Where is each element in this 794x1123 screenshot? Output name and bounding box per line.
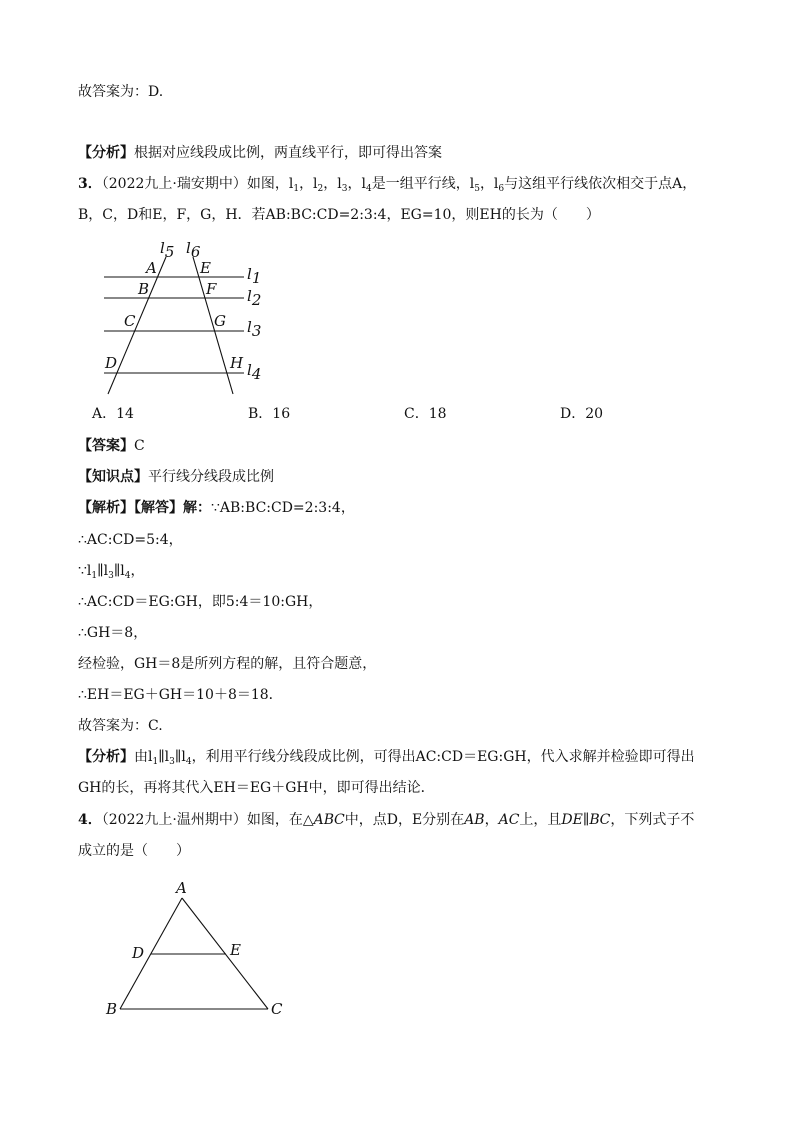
answer-value: C: [134, 438, 145, 454]
label-G: G: [214, 312, 226, 330]
q4-triangle-abc: △𝐴𝐵𝐶: [302, 812, 345, 828]
label-B: B: [138, 280, 150, 298]
previous-answer-line: 故答案为：D.: [78, 84, 164, 100]
label-A: A: [176, 879, 187, 897]
q3-step-5: ∴EH＝EG＋GH＝10＋8＝18．: [78, 687, 283, 703]
label-l2: l2: [247, 287, 262, 309]
q4-number: 4．: [78, 812, 102, 828]
label-A: A: [146, 259, 157, 277]
q3-step-6: 故答案为：C.: [78, 718, 163, 734]
q3-step-3: ∴GH＝8，: [78, 625, 148, 641]
q4-stem-line2: 成立的是（ ）: [78, 843, 190, 859]
label-E: E: [230, 941, 241, 959]
q3-stem-line1: [78, 174, 696, 194]
analysis-text: 根据对应线段成比例，两直线平行，即可得出答案: [134, 145, 442, 161]
q4-triangle-figure: [100, 874, 290, 1024]
label-B: B: [106, 1000, 118, 1018]
q3-stem-a: 如图，: [246, 176, 289, 192]
label-E: E: [200, 259, 211, 277]
previous-analysis-line: [78, 143, 442, 163]
q3-stem-b: 是一组平行线，: [371, 176, 470, 192]
q3-stem-c: 与这组平行线依次相交于点A，: [504, 176, 697, 192]
q4-source: （2022九上·温州期中）: [101, 812, 247, 828]
q3-number: 3．: [78, 176, 102, 192]
knowledge-tag: 【知识点】: [78, 469, 148, 485]
label-H: H: [230, 354, 244, 372]
q3-option-a[interactable]: A．14: [92, 406, 134, 422]
q3-stem-line2: B，C，D和E，F，G，H．若AB:BC:CD=2:3:4，EG=10，则EH的长为（ ）: [78, 207, 600, 223]
q4-stem-line1: 4．（2022九上·温州期中）如图，在△𝐴𝐵𝐶中，点D，E分别在𝐴𝐵，𝐴𝐶上，且𝐷𝐸∥𝐵𝐶，下列式子不: [78, 812, 695, 828]
label-D: D: [132, 944, 145, 962]
label-D: D: [105, 354, 118, 372]
q3-lines-list: $l_1$，$l_2$，$l_3$，$l_4$: [288, 176, 372, 194]
label-l3: l3: [247, 318, 262, 340]
q3-option-c[interactable]: C．18: [404, 406, 447, 422]
q3-analysis-line1: 【分析】由$l_1\parallel l_3\parallel l_4$，利用平行线分线段成比例，可得出AC:CD＝EG:GH，代入求解并检验即可得出: [78, 749, 695, 767]
q3-option-d[interactable]: D．20: [560, 406, 604, 422]
q3-option-b[interactable]: B．16: [248, 406, 291, 422]
label-F: F: [206, 280, 217, 298]
label-C: C: [271, 1000, 283, 1018]
q3-knowledge-line: [78, 467, 274, 487]
q3-analysis-line2: GH的长，再将其代入EH＝EG＋GH中，即可得出结论．: [78, 780, 435, 796]
q3-step-2: ∴AC:CD＝EG:GH，即5:4＝10:GH，: [78, 594, 323, 610]
q3-step-parallel: $\because l_1\parallel l_3\parallel l_4$，: [78, 563, 145, 581]
q3-parallel-lines-figure: [96, 238, 272, 400]
analysis-tag: 【分析】: [78, 145, 134, 161]
q3-solution-line1: [78, 498, 355, 518]
q3-transversals: $l_5$，$l_6$: [469, 176, 505, 194]
label-l5: l5: [160, 239, 175, 261]
q3-source: （2022九上·瑞安期中）: [101, 176, 247, 192]
label-C: C: [124, 312, 136, 330]
q3-analysis-tag: 【分析】: [78, 749, 134, 765]
solution-given: ∵AB:BC:CD=2:3:4，: [211, 500, 355, 516]
q3-step-1: ∴AC:CD=5:4，: [78, 532, 183, 548]
label-l1: l1: [247, 265, 262, 287]
knowledge-value: 平行线分线段成比例: [148, 469, 274, 485]
solution-tag: 【解析】【解答】解：: [78, 500, 211, 516]
q3-step-4: 经检验，GH＝8是所列方程的解，且符合题意，: [78, 656, 377, 672]
q4-de-parallel-bc: 𝐷𝐸∥𝐵𝐶: [561, 812, 611, 828]
answer-tag: 【答案】: [78, 438, 134, 454]
label-l4: l4: [247, 361, 262, 383]
q3-answer-line: [78, 436, 145, 456]
label-l6: l6: [186, 239, 201, 261]
